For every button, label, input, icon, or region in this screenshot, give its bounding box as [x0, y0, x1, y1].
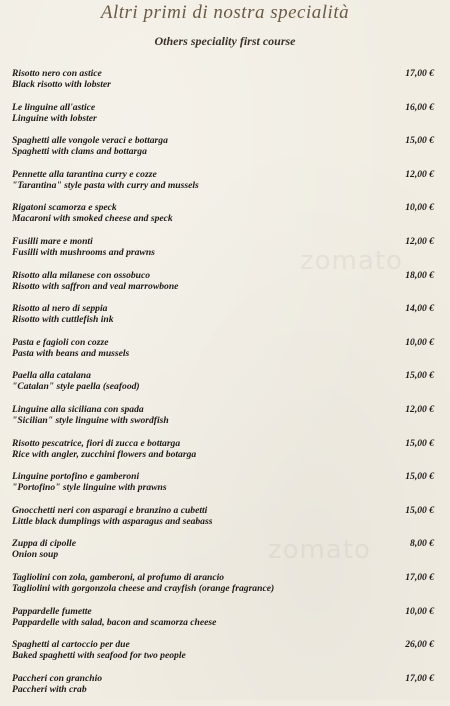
dish-name-italian: Paccheri con granchio — [12, 672, 103, 684]
dish-price: 17,00 € — [405, 571, 434, 583]
dish-name-italian: Rigatoni scamorza e speck — [12, 202, 117, 214]
dish-price: 10,00 € — [405, 605, 434, 617]
dish-name-italian: Gnocchetti neri con asparagi e branzino a cubetti — [12, 504, 208, 516]
dish-name-italian: Pappardelle fumette — [12, 605, 92, 617]
dish-price: 17,00 € — [405, 672, 434, 684]
dish-name-italian: Spaghetti al cartoccio per due — [12, 639, 130, 651]
dish-price: 10,00 € — [405, 336, 434, 348]
dish-name-italian: Risotto nero con astice — [12, 68, 102, 79]
menu-item — [12, 370, 436, 404]
dish-name-italian: Paella alla catalana — [12, 370, 91, 382]
dish-price: 16,00 € — [405, 101, 434, 113]
menu-item — [12, 505, 436, 539]
dish-name-italian: Fusilli mare e monti — [12, 235, 93, 247]
page-title: Altri primi di nostra specialità — [100, 2, 350, 23]
dish-name-english: "Portofino" style linguine with prawns — [12, 482, 167, 494]
dish-price: 18,00 € — [405, 269, 434, 281]
dish-name-italian: Zuppa di cipolle — [12, 538, 76, 550]
dish-name-english: Fusilli with mushrooms and prawns — [12, 246, 155, 258]
menu-item — [12, 303, 436, 337]
watermark-logo: zomato — [300, 246, 403, 276]
dish-price: 15,00 € — [405, 370, 434, 382]
menu-item — [12, 169, 436, 203]
dish-name-italian: Pasta e fagioli con cozze — [12, 336, 109, 348]
menu-item — [12, 438, 436, 472]
dish-name-italian: Le linguine all'astice — [12, 101, 96, 113]
menu-item — [12, 471, 436, 505]
dish-name-english: Black risotto with lobster — [12, 79, 111, 90]
dish-price: 12,00 € — [405, 403, 434, 415]
dish-price: 15,00 € — [405, 437, 434, 449]
dish-price: 10,00 € — [405, 202, 434, 214]
dish-price: 15,00 € — [405, 135, 434, 147]
dish-price: 14,00 € — [405, 303, 434, 315]
dish-name-english: Baked spaghetti with seafood for two people — [12, 650, 186, 662]
dish-name-english: Spaghetti with clams and bottarga — [12, 146, 147, 158]
menu-item — [12, 68, 436, 102]
menu-item — [12, 270, 436, 304]
menu-item — [12, 202, 436, 236]
dish-name-english: Macaroni with smoked cheese and speck — [12, 213, 173, 225]
dish-name-english: Pasta with beans and mussels — [12, 347, 130, 359]
menu-item — [12, 404, 436, 438]
dish-price: 26,00 € — [405, 639, 434, 651]
menu-item — [12, 572, 436, 606]
dish-name-english: Linguine with lobster — [12, 112, 97, 124]
dish-name-italian: Linguine alla siciliana con spada — [12, 403, 144, 415]
dish-name-italian: Linguine portofino e gamberoni — [12, 471, 140, 483]
dish-price: 12,00 € — [405, 168, 434, 180]
dish-name-italian: Spaghetti alle vongole veraci e bottarga — [12, 135, 168, 147]
dish-name-english: "Catalan" style paella (seafood) — [12, 381, 140, 393]
dish-name-italian: Pennette alla tarantina curry e cozze — [12, 168, 157, 180]
dish-name-english: Little black dumplings with asparagus and seabass — [12, 515, 213, 527]
dish-name-italian: Risotto al nero di seppia — [12, 303, 108, 315]
menu-item — [12, 673, 436, 706]
menu-item — [12, 337, 436, 371]
menu-item — [12, 135, 436, 169]
dish-name-english: Risotto with saffron and veal marrowbone — [12, 280, 179, 292]
watermark-logo: zomato — [268, 535, 371, 565]
dish-price: 12,00 € — [405, 235, 434, 247]
dish-price: 8,00 € — [410, 538, 434, 550]
dish-name-english: Risotto with cuttlefish ink — [12, 314, 114, 326]
dish-name-italian: Tagliolini con zola, gamberoni, al profumo di arancio — [12, 571, 225, 583]
dish-price: 15,00 € — [405, 471, 434, 483]
dish-price: 17,00 € — [405, 68, 434, 79]
dish-name-english: Onion soup — [12, 549, 59, 561]
page-subtitle: Others speciality first course — [154, 34, 296, 48]
menu-item — [12, 639, 436, 673]
menu-item-list — [12, 68, 436, 706]
menu-item — [12, 606, 436, 640]
dish-name-italian: Risotto alla milanese con ossobuco — [12, 269, 151, 281]
dish-name-english: Paccheri with crab — [12, 683, 87, 695]
dish-name-english: Rice with angler, zucchini flowers and botarga — [12, 448, 197, 460]
dish-price: 15,00 € — [405, 504, 434, 516]
dish-name-english: "Sicilian" style linguine with swordfish — [12, 414, 169, 426]
dish-name-english: Pappardelle with salad, bacon and scamorza cheese — [12, 616, 217, 628]
menu-item — [12, 538, 436, 572]
dish-name-english: Tagliolini with gorgonzola cheese and crayfish (orange fragrance) — [12, 582, 275, 594]
dish-name-italian: Risotto pescatrice, fiori di zucca e bottarga — [12, 437, 181, 449]
dish-name-english: "Tarantina" style pasta with curry and mussels — [12, 179, 199, 191]
menu-item — [12, 102, 436, 136]
menu-item — [12, 236, 436, 270]
